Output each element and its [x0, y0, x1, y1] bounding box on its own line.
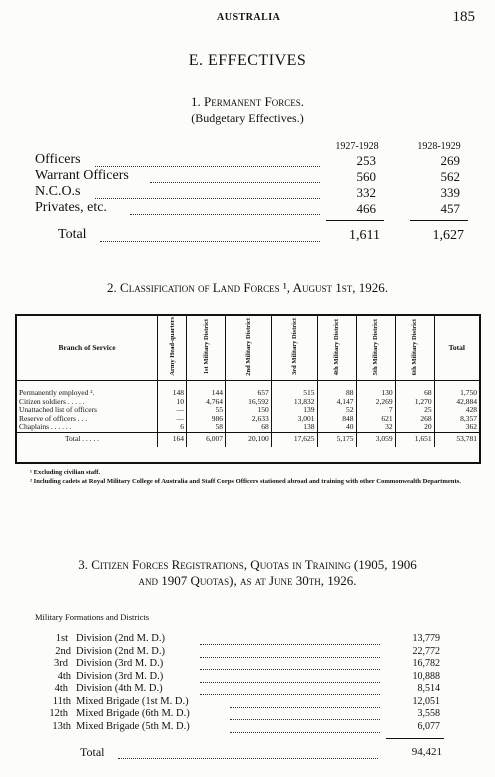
row-label: Unattached list of officers [19, 405, 97, 414]
col-header: 4th Military District [317, 316, 356, 381]
formation-number: 13th [52, 720, 71, 732]
cell: — [158, 406, 187, 415]
formation-value: 12,051 [412, 695, 440, 707]
col-year-2: 1928-1929 [417, 141, 461, 152]
cell: 986 [187, 415, 226, 424]
cell: 8,357 [434, 415, 479, 424]
value-1928: 562 [440, 169, 460, 184]
formations-total-label: Total [80, 745, 105, 759]
cell: 428 [434, 406, 479, 415]
total-value-2: 1,627 [432, 228, 464, 243]
row-label: Privates, etc. [35, 200, 107, 215]
formation-number: 12th [49, 708, 68, 719]
page-number: 185 [452, 9, 475, 25]
total-row [17, 432, 479, 447]
part3-title-line1: 3. Citizen Forces Registrations, Quotas in Training (1905, 1906 [78, 557, 417, 572]
formation-label: Division (2nd M. D.) [76, 633, 165, 644]
leader-dots [200, 681, 380, 683]
col-header: Army Head-quarters [158, 316, 187, 381]
cell: 164 [158, 432, 187, 447]
formation-label: Division (2nd M. D.) [76, 645, 165, 657]
cell: 88 [317, 389, 356, 398]
formation-value: 8,514 [417, 683, 440, 694]
formation-number: 1st [55, 633, 68, 644]
branch-header: Branch of Service [17, 316, 158, 381]
value-1927: 253 [356, 153, 376, 168]
value-1927: 560 [356, 169, 376, 184]
sum-rule-1 [326, 220, 384, 221]
cell: 10 [158, 398, 187, 407]
row-label: Warrant Officers [35, 168, 129, 183]
cell: 515 [271, 389, 317, 398]
formation-number: 4th [57, 670, 71, 682]
formation-number: 2nd [55, 645, 71, 657]
row-label: Permanently employed ². [19, 388, 95, 397]
formation-value: 22,772 [412, 645, 440, 657]
col-header: 1st Military District [187, 316, 226, 381]
cell: 4,764 [187, 398, 226, 407]
cell: 1,651 [395, 432, 434, 447]
cell: 53,781 [434, 432, 479, 447]
cell: 138 [271, 423, 317, 432]
cell: 621 [356, 415, 395, 424]
cell: 139 [271, 406, 317, 415]
classification-table-frame [15, 314, 481, 464]
running-title: AUSTRALIA [217, 12, 281, 23]
formation-value: 13,779 [412, 633, 440, 644]
cell: 3,001 [271, 415, 317, 424]
part2-title: 2. Classification of Land Forces ¹, August 1st, 1926. [107, 280, 388, 295]
cell: 6 [158, 423, 187, 432]
cell: 362 [434, 423, 479, 432]
leader-dots [95, 197, 320, 199]
formation-label: Division (3rd M. D.) [76, 670, 164, 682]
leader-dots [230, 731, 380, 733]
cell: 2,633 [226, 415, 272, 424]
leader-dots [200, 668, 380, 670]
cell: 68 [226, 423, 272, 432]
value-1927: 466 [356, 201, 376, 216]
leader-dots [230, 718, 380, 720]
leader-dots [200, 643, 380, 645]
footnote-1: ¹ Excluding civilian staff. [30, 469, 101, 476]
cell: 4,147 [317, 398, 356, 407]
leader-dots [118, 757, 378, 759]
table-row [17, 423, 479, 432]
col-header: 2nd Military District [226, 316, 272, 381]
cell: 13,832 [271, 398, 317, 407]
row-label: Total . . . . . [17, 432, 158, 447]
table-row [17, 415, 479, 424]
row-label: Reserve of officers . . . [19, 413, 88, 423]
leader-dots [200, 693, 380, 695]
cell: 268 [395, 415, 434, 424]
col-year-1: 1927-1928 [335, 141, 379, 152]
formation-value: 3,558 [417, 708, 440, 719]
leader-dots [200, 656, 380, 658]
formation-label: Division (4th M. D.) [76, 683, 163, 694]
cell: — [158, 415, 187, 424]
row-label: Chaplains . . . . . . [19, 422, 72, 431]
cell: 42,884 [434, 398, 479, 407]
formation-value: 10,888 [412, 670, 440, 682]
formation-number: 11th [52, 695, 71, 707]
cell: 17,625 [271, 432, 317, 447]
leader-dots [150, 181, 320, 183]
cell: 148 [158, 389, 187, 398]
value-1928: 269 [440, 153, 460, 168]
formation-label: Mixed Brigade (6th M. D.) [76, 708, 190, 719]
cell: 130 [356, 389, 395, 398]
cell: 20,100 [226, 432, 272, 447]
total-value-1: 1,611 [349, 228, 380, 243]
col-header: 6th Military District [395, 316, 434, 381]
cell: 5,175 [317, 432, 356, 447]
col-header: 3rd Military District [271, 316, 317, 381]
cell: 55 [187, 406, 226, 415]
leader-dots [100, 240, 320, 242]
formation-number: 4th [54, 683, 68, 694]
footnote-2: ² Including cadets at Royal Military College of Australia and Staff Corps Officers stationed abroad and training with other Commonwealth Departments. [30, 478, 461, 485]
cell: 150 [226, 406, 272, 415]
formation-label: Mixed Brigade (5th M. D.) [76, 720, 190, 732]
cell: 25 [395, 406, 434, 415]
part1-subtitle: (Budgetary Effectives.) [191, 111, 304, 125]
leader-dots [230, 706, 380, 708]
formations-total-value: 94,421 [411, 746, 442, 758]
cell: 144 [187, 389, 226, 398]
cell: 1,270 [395, 398, 434, 407]
cell: 20 [395, 423, 434, 432]
cell: 16,592 [226, 398, 272, 407]
cell: 52 [317, 406, 356, 415]
cell: 32 [356, 423, 395, 432]
value-1927: 332 [356, 185, 376, 200]
cell: 2,269 [356, 398, 395, 407]
value-1928: 457 [440, 201, 460, 216]
classification-table [17, 316, 479, 447]
part1-title: 1. Permanent Forces. [191, 94, 304, 109]
cell: 657 [226, 389, 272, 398]
value-1928: 339 [440, 185, 460, 200]
row-label: N.C.O.s [35, 184, 81, 199]
cell: 1,750 [434, 389, 479, 398]
col-header: Total [434, 316, 479, 381]
formation-number: 3rd [54, 658, 68, 669]
section-title: E. EFFECTIVES [188, 52, 307, 69]
formation-label: Division (3rd M. D.) [76, 658, 164, 669]
col-header: 5th Military District [356, 316, 395, 381]
leader-dots [95, 165, 320, 167]
total-label: Total [58, 227, 87, 242]
cell: 848 [317, 415, 356, 424]
formation-value: 16,782 [412, 658, 440, 669]
row-label: Citizen soldiers . . . . . [19, 396, 85, 406]
row-label: Officers [35, 152, 81, 167]
cell: 7 [356, 406, 395, 415]
cell: 68 [395, 389, 434, 398]
formation-label: Mixed Brigade (1st M. D.) [76, 695, 189, 707]
sum-rule-3 [386, 738, 444, 739]
sum-rule-2 [410, 220, 468, 221]
cell: 40 [317, 423, 356, 432]
cell: 6,007 [187, 432, 226, 447]
part3-title-line2: and 1907 Quotas), as at June 30th, 1926. [138, 573, 357, 588]
formation-value: 6,077 [417, 720, 440, 732]
leader-dots [130, 213, 320, 215]
cell: 3,059 [356, 432, 395, 447]
formations-header: Military Formations and Districts [35, 612, 150, 622]
cell: 58 [187, 423, 226, 432]
